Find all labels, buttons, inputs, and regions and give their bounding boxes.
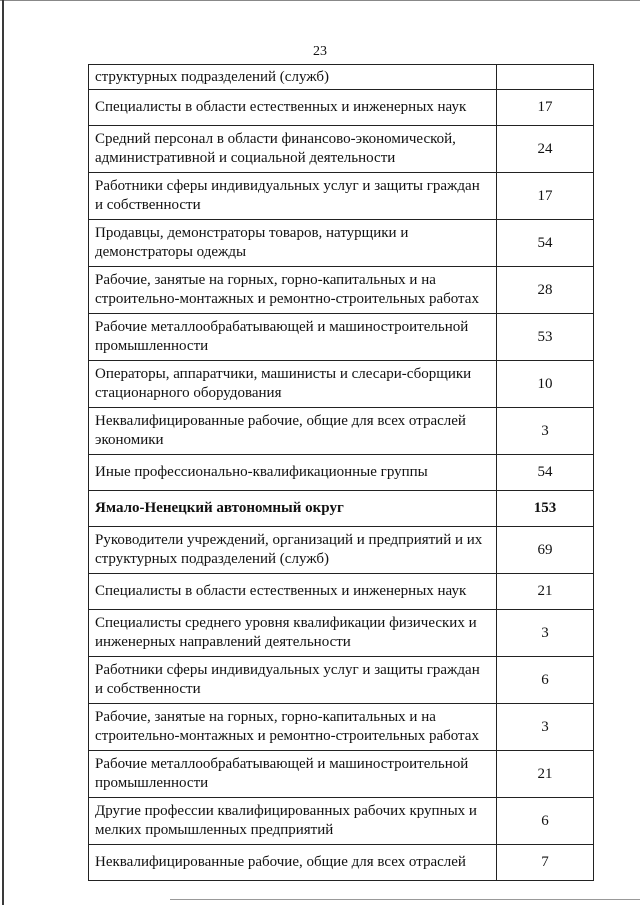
row-label: Рабочие, занятые на горных, горно-капитальных и на строительно-монтажных и ремонтно-строительных работах: [89, 267, 497, 314]
table-row: [89, 90, 594, 126]
row-value: 21: [497, 574, 594, 610]
row-value: 3: [497, 704, 594, 751]
row-label: Специалисты в области естественных и инженерных наук: [89, 574, 497, 610]
row-label: Неквалифицированные рабочие, общие для всех отраслей: [89, 845, 497, 881]
page-number: 23: [313, 44, 327, 59]
row-value: 6: [497, 657, 594, 704]
table-row: [89, 610, 594, 657]
row-value: 10: [497, 361, 594, 408]
table-row: [89, 361, 594, 408]
row-label: Специалисты среднего уровня квалификации физических и инженерных направлений деятельности: [89, 610, 497, 657]
row-label: Специалисты в области естественных и инженерных наук: [89, 90, 497, 126]
table-row: [89, 751, 594, 798]
row-value: 153: [497, 491, 594, 527]
row-label: структурных подразделений (служб): [89, 65, 497, 90]
row-value: [497, 65, 594, 90]
row-label: Рабочие металлообрабатывающей и машиностроительной промышленности: [89, 314, 497, 361]
data-table: [88, 64, 594, 881]
table-row: [89, 527, 594, 574]
table-row: [89, 173, 594, 220]
row-label: Рабочие, занятые на горных, горно-капитальных и на строительно-монтажных и ремонтно-строительных работах: [89, 704, 497, 751]
row-label: Руководители учреждений, организаций и предприятий и их структурных подразделений (служб): [89, 527, 497, 574]
row-label: Продавцы, демонстраторы товаров, натурщики и демонстраторы одежды: [89, 220, 497, 267]
row-label: Иные профессионально-квалификационные группы: [89, 455, 497, 491]
row-label: Другие профессии квалифицированных рабочих крупных и мелких промышленных предприятий: [89, 798, 497, 845]
row-label: Работники сферы индивидуальных услуг и защиты граждан и собственности: [89, 657, 497, 704]
table-row: [89, 408, 594, 455]
row-value: 7: [497, 845, 594, 881]
page-top-edge: [0, 0, 640, 1]
row-value: 3: [497, 610, 594, 657]
row-value: 3: [497, 408, 594, 455]
row-label: Неквалифицированные рабочие, общие для всех отраслей экономики: [89, 408, 497, 455]
table-row: [89, 314, 594, 361]
row-label: Операторы, аппаратчики, машинисты и слесари-сборщики стационарного оборудования: [89, 361, 497, 408]
table-row: [89, 798, 594, 845]
row-value: 17: [497, 173, 594, 220]
row-value: 28: [497, 267, 594, 314]
table-body: [89, 65, 594, 881]
row-value: 6: [497, 798, 594, 845]
table-row: [89, 267, 594, 314]
row-label: Средний персонал в области финансово-экономической, административной и социальной деятельности: [89, 126, 497, 173]
table-row: [89, 704, 594, 751]
row-value: 53: [497, 314, 594, 361]
row-label: Ямало-Ненецкий автономный округ: [89, 491, 497, 527]
table-row: [89, 657, 594, 704]
row-value: 54: [497, 455, 594, 491]
row-label: Работники сферы индивидуальных услуг и защиты граждан и собственности: [89, 173, 497, 220]
table-row: [89, 220, 594, 267]
row-label: Рабочие металлообрабатывающей и машиностроительной промышленности: [89, 751, 497, 798]
row-value: 69: [497, 527, 594, 574]
page-left-edge: [2, 0, 4, 905]
table-row: [89, 126, 594, 173]
page-bottom-edge: [170, 899, 640, 900]
row-value: 21: [497, 751, 594, 798]
row-value: 17: [497, 90, 594, 126]
row-value: 24: [497, 126, 594, 173]
table-row: [89, 491, 594, 527]
row-value: 54: [497, 220, 594, 267]
table-row: [89, 455, 594, 491]
table-row: [89, 845, 594, 881]
table-row: [89, 574, 594, 610]
table-row: [89, 65, 594, 90]
